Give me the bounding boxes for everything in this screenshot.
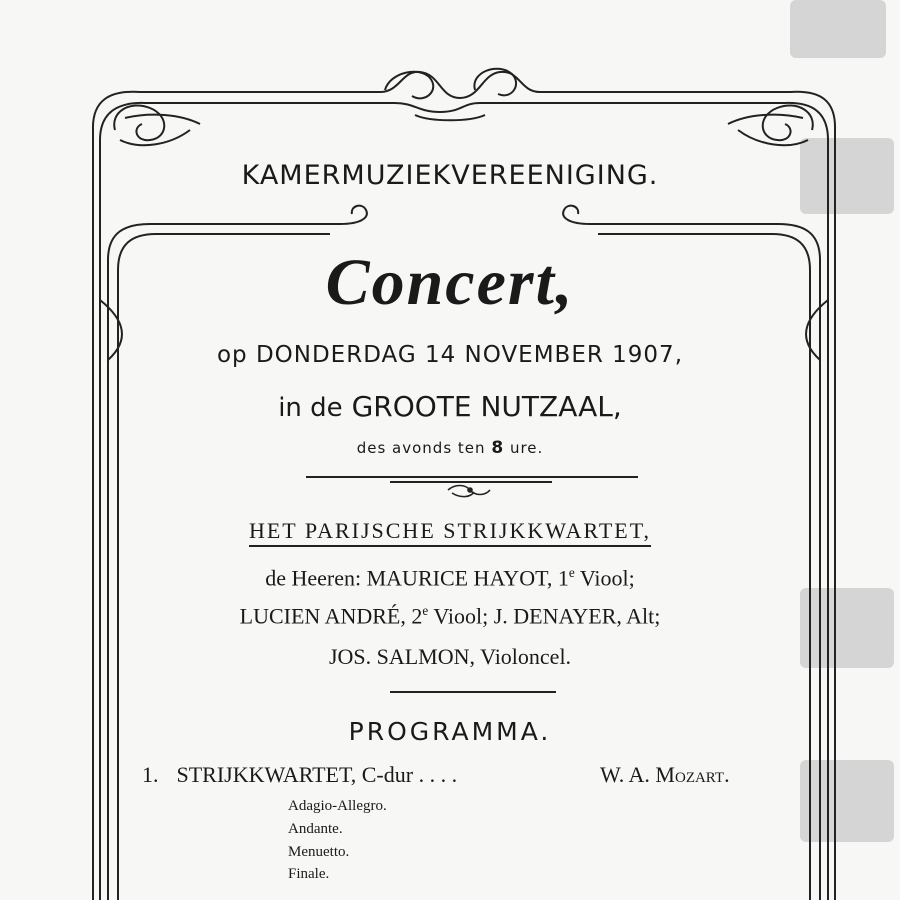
- time-line: [0, 438, 900, 458]
- programme-item-number: 1.: [142, 762, 159, 787]
- role-1: Viool;: [579, 565, 635, 591]
- programme-item: [142, 762, 730, 788]
- venue-lead: in de: [278, 393, 343, 423]
- ordinal-1: 1: [557, 565, 569, 591]
- society-name: KAMERMUZIEKVEREENIGING.: [241, 160, 659, 191]
- musicians-line-1-pre: de Heeren: MAURICE HAYOT,: [265, 565, 553, 591]
- time-post: ure.: [509, 439, 544, 457]
- ordinal-2: 2: [411, 603, 423, 629]
- quartet-name: [0, 518, 900, 544]
- concert-title: Concert,: [325, 246, 575, 319]
- musicians-line-3: JOS. SALMON, Violoncel.: [328, 644, 572, 669]
- role-2: Viool;: [433, 603, 489, 629]
- venue-line: [0, 390, 900, 423]
- movement: Andante.: [288, 821, 343, 837]
- venue-name: GROOTE NUTZAAL,: [351, 390, 622, 423]
- ordinal-1-sup: e: [568, 565, 575, 580]
- time-pre: des avonds ten: [356, 439, 486, 457]
- movement: Menuetto.: [288, 844, 350, 860]
- movement: Adagio-Allegro.: [288, 798, 387, 814]
- ordinal-2-sup: e: [422, 603, 429, 618]
- concert-date: op DONDERDAG 14 NOVEMBER 1907,: [216, 342, 684, 368]
- musicians-line-2: [0, 603, 900, 629]
- programme-title: PROGRAMMA.: [348, 717, 552, 746]
- musicians-line-2-rest: J. DENAYER, Alt;: [493, 603, 661, 629]
- movement: Finale.: [288, 866, 330, 882]
- quartet-name-text: HET PARIJSCHE STRIJKKWARTET,: [249, 518, 651, 547]
- musicians-line-2-name: LUCIEN ANDRÉ,: [239, 603, 406, 629]
- programme-item-work: STRIJKKWARTET, C-dur . . . .: [176, 762, 458, 787]
- programme-item-composer: W. A. Mozart.: [600, 762, 730, 787]
- musicians-line-1: [0, 565, 900, 591]
- time-hour: 8: [491, 438, 505, 458]
